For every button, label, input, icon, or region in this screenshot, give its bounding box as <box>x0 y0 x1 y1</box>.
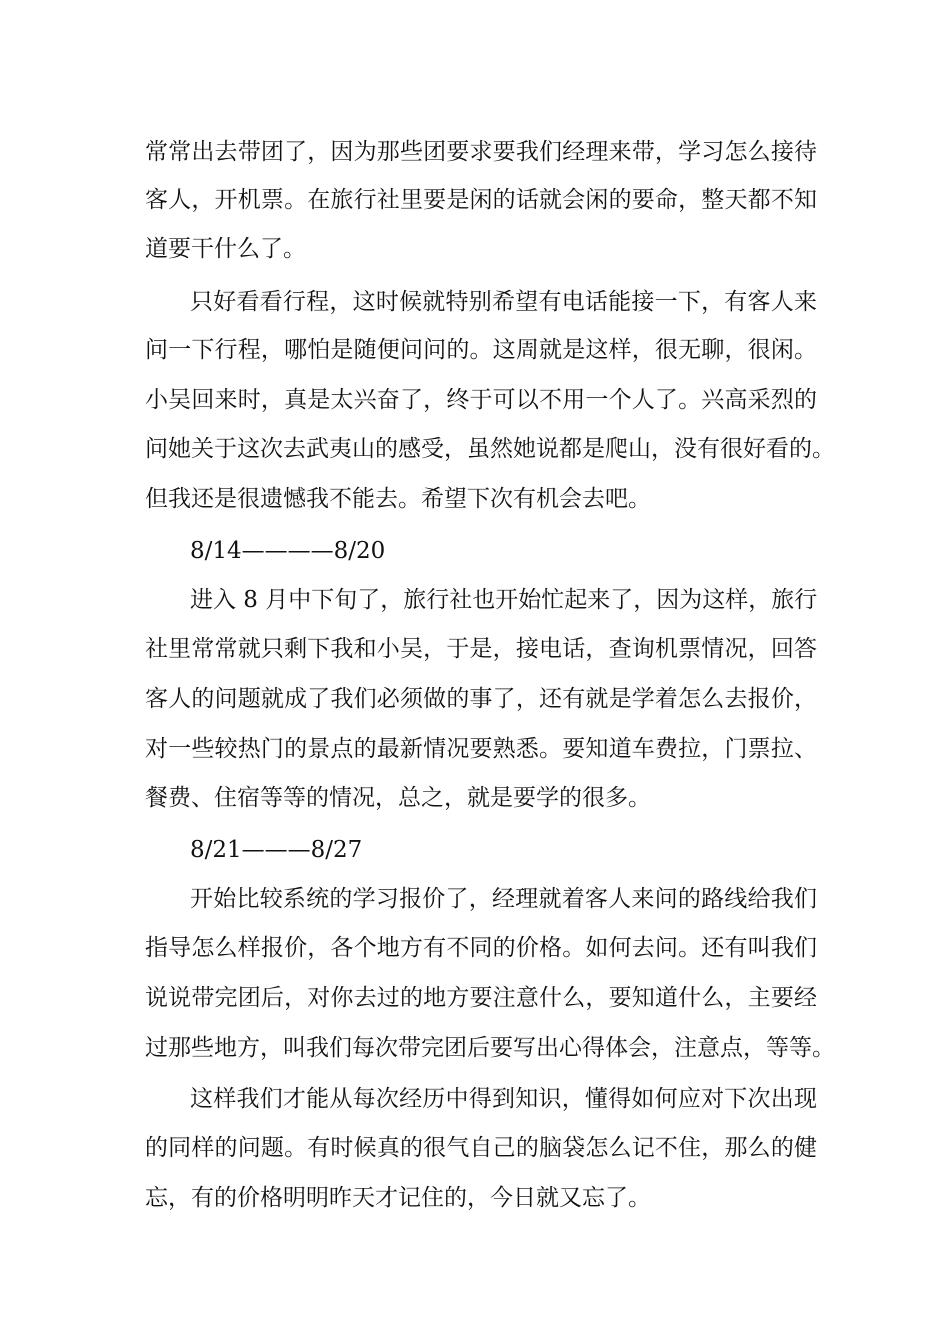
date-range-heading: 8/21———8/27 <box>190 837 363 863</box>
date-range-heading: 8/14————8/20 <box>190 538 386 564</box>
text-line: 问她关于这次去武夷山的感受，虽然她说都是爬山，没有很好看的。 <box>145 436 835 462</box>
text-line: 但我还是很遗憾我不能去。希望下次有机会去吧。 <box>145 486 651 512</box>
text-line: 说说带完团后，对你去过的地方要注意什么，要知道什么，主要经 <box>145 985 817 1011</box>
text-line: 客人的问题就成了我们必须做的事了，还有就是学着怎么去报价， <box>145 686 817 712</box>
text-line: 进入 8 月中下旬了，旅行社也开始忙起来了，因为这样，旅行 <box>190 587 818 613</box>
text-line: 过那些地方，叫我们每次带完团后要写出心得体会，注意点，等等。 <box>145 1035 835 1061</box>
text-line: 小吴回来时，真是太兴奋了，终于可以不用一个人了。兴高采烈的 <box>145 387 817 413</box>
text-line: 开始比较系统的学习报价了，经理就着客人来问的路线给我们 <box>190 886 817 912</box>
text-line: 这样我们才能从每次经历中得到知识，懂得如何应对下次出现 <box>190 1086 817 1112</box>
text-line: 道要干什么了。 <box>145 236 306 262</box>
text-line: 的同样的问题。有时候真的很气自己的脑袋怎么记不住，那么的健 <box>145 1135 817 1161</box>
text-line: 餐费、住宿等等的情况，总之，就是要学的很多。 <box>145 785 651 811</box>
text-line: 社里常常就只剩下我和小吴，于是，接电话，查询机票情况，回答 <box>145 636 817 662</box>
text-line: 客人，开机票。在旅行社里要是闲的话就会闲的要命，整天都不知 <box>145 187 817 213</box>
text-line: 常常出去带团了，因为那些团要求要我们经理来带，学习怎么接待 <box>145 139 817 165</box>
text-line: 忘，有的价格明明昨天才记住的，今日就又忘了。 <box>145 1185 651 1211</box>
text-line: 只好看看行程，这时候就特别希望有电话能接一下，有客人来 <box>190 289 817 315</box>
text-line: 指导怎么样报价，各个地方有不同的价格。如何去问。还有叫我们 <box>145 935 817 961</box>
text-line: 问一下行程，哪怕是随便问问的。这周就是这样，很无聊，很闲。 <box>145 337 817 363</box>
text-line: 对一些较热门的景点的最新情况要熟悉。要知道车费拉，门票拉、 <box>145 736 817 762</box>
